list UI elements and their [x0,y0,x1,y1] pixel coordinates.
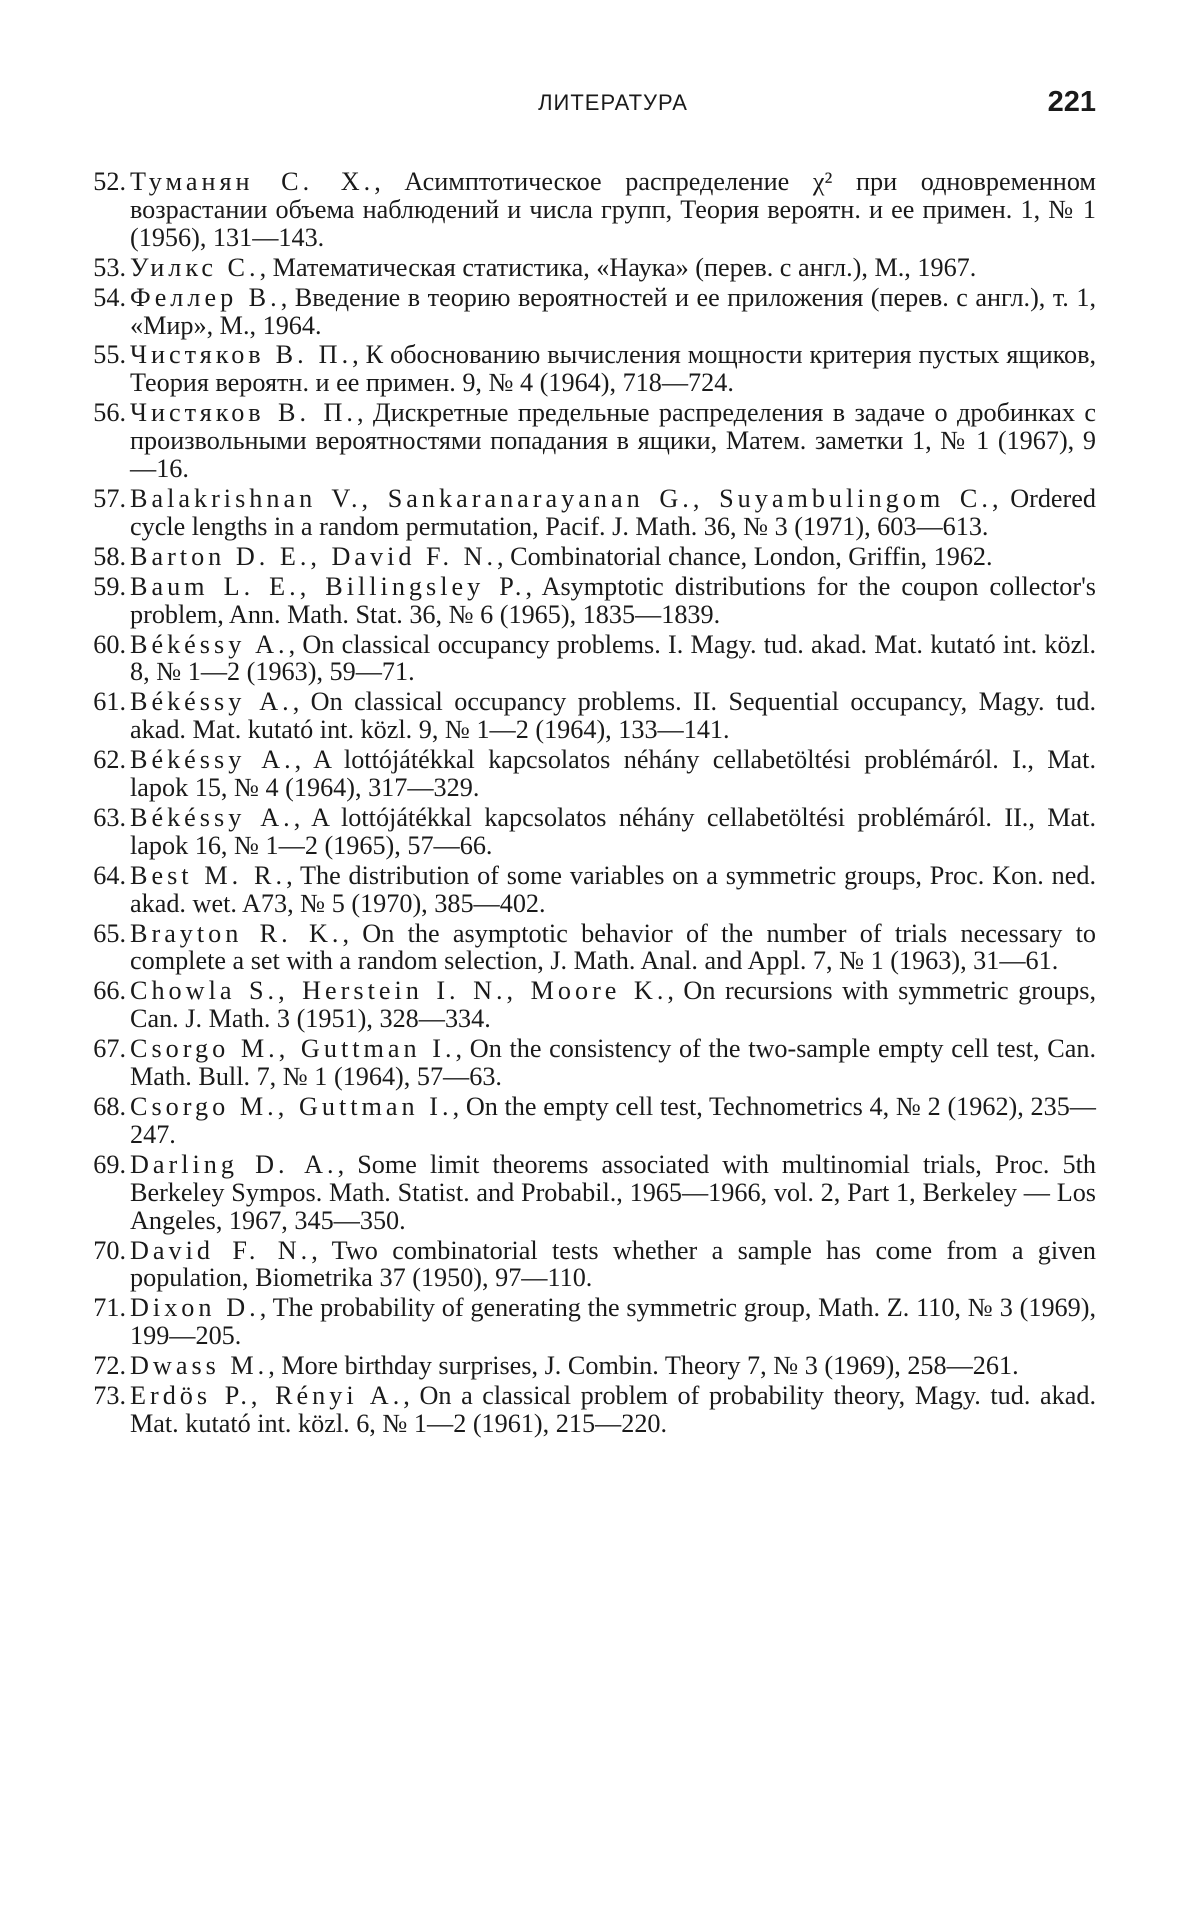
reference-number: 54. [93,282,126,312]
reference-number: 63. [93,802,126,832]
reference-number: 58. [93,541,126,571]
reference-number: 72. [93,1351,126,1381]
reference-number: 68. [93,1092,126,1121]
reference-number: 67. [93,1034,126,1064]
reference-number: 52. [93,167,126,196]
reference-authors: Dixon D. [130,1293,260,1323]
reference-authors: Békéssy A. [130,745,295,775]
page-number: 221 [1047,86,1096,118]
reference-text: , Combinatorial chance, London, Griffin, 1962. [497,541,993,571]
reference-text: , К обоснованию вычисления мощности критерия пустых ящиков, Теория вероятн. и ее примен. 9, № 4 (1964), 718—724. [130,340,1097,398]
reference-item [82,862,1096,918]
reference-item [82,485,1096,541]
reference-authors: Darling D. A. [130,1149,338,1179]
reference-item [82,341,1096,397]
reference-authors: Békéssy A. [130,687,293,717]
reference-item [82,168,1096,252]
reference-item [82,1035,1096,1091]
reference-number: 53. [93,252,126,282]
reference-item [82,1294,1096,1350]
reference-authors: Csorgo M., Guttman I. [130,1092,453,1121]
reference-text: , Дискретные предельные распределения в задаче о дробинках с произвольными вероятностями попадания в ящики, Матем. заметки 1, № 1 (1967), 9—16. [130,398,1096,484]
reference-number: 55. [93,340,126,370]
reference-authors: Уилкс С. [130,252,260,282]
reference-text: , On classical occupancy problems. II. Sequential occupancy, Magy. tud. akad. Mat. kutató int. közl. 9, № 1—2 (1964), 133—141. [130,687,1097,745]
reference-number: 69. [93,1149,126,1179]
reference-text: , On a classical problem of probability theory, Magy. tud. akad. Mat. kutató int. közl. 6, № 1—2 (1961), 215—220. [130,1381,1097,1438]
reference-item [82,1093,1096,1149]
reference-item [82,746,1096,802]
reference-item [82,1352,1096,1380]
reference-item [82,1151,1096,1235]
reference-text: , A lottójátékkal kapcsolatos néhány cellabetöltési problémáról. I., Mat. lapok 15, № 4 (1964), 317—329. [130,745,1096,803]
reference-authors: Békéssy A. [130,802,294,832]
reference-authors: Dwass M. [130,1351,269,1381]
reference-number: 60. [93,629,126,659]
reference-item [82,804,1096,860]
reference-list [82,168,1096,1440]
reference-text: , The distribution of some variables on a symmetric groups, Proc. Kon. ned. akad. wet. A73, № 5 (1970), 385—402. [130,860,1096,918]
reference-item [82,920,1096,976]
reference-item [82,284,1096,340]
page-header [130,86,1096,126]
reference-number: 57. [93,483,126,513]
reference-text: , Математическая статистика, «Наука» (перев. с англ.), М., 1967. [259,252,977,282]
reference-number: 71. [93,1293,126,1323]
reference-authors: Csorgo M., Guttman I. [130,1034,456,1064]
reference-number: 62. [93,745,126,775]
reference-authors: Barton D. E., David F. N. [130,541,498,571]
reference-number: 64. [93,860,126,890]
reference-text: , On recursions with symmetric groups, Can. J. Math. 3 (1951), 328—334. [130,976,1096,1034]
reference-authors: David F. N. [130,1235,312,1265]
reference-number: 73. [93,1381,126,1411]
reference-authors: Чистяков В. П. [130,340,353,370]
reference-text: , Some limit theorems associated with multinomial trials, Proc. 5th Berkeley Sympos. Math. Statist. and Probabil., 1965—1966, vol. 2, Part 1, Berkeley — Los Angeles, 1967, 345—350. [130,1149,1096,1235]
reference-number: 66. [93,976,126,1006]
reference-number: 65. [93,918,126,948]
reference-number: 70. [93,1235,126,1265]
reference-authors: Baum L. E., Billingsley P. [130,571,526,601]
reference-number: 59. [93,571,126,601]
reference-text: , On the consistency of the two-sample empty cell test, Can. Math. Bull. 7, № 1 (1964), 57—63. [130,1034,1097,1092]
reference-item [82,631,1096,687]
reference-authors: Békéssy A. [130,629,289,659]
reference-item [82,573,1096,629]
reference-text: , Two combinatorial tests whether a sample has come from a given population, Biometrika 37 (1950), 97—110. [130,1235,1096,1293]
reference-text: , More birthday surprises, J. Combin. Theory 7, № 3 (1969), 258—261. [268,1351,1019,1381]
reference-text: , The probability of generating the symmetric group, Math. Z. 110, № 3 (1969), 199—205. [130,1293,1096,1351]
reference-authors: Best M. R. [130,860,287,890]
reference-item [82,977,1096,1033]
reference-text: , On the empty cell test, Technometrics 4, № 2 (1962), 235—247. [130,1092,1096,1149]
reference-authors: Туманян С. Х. [130,167,375,196]
reference-text: , On classical occupancy problems. I. Magy. tud. akad. Mat. kutató int. közl. 8, № 1—2 (1963), 59—71. [130,629,1097,687]
reference-number: 56. [93,398,126,428]
reference-item [82,254,1096,282]
reference-authors: Chowla S., Herstein I. N., Moore K. [130,976,668,1006]
reference-authors: Феллер В. [130,282,281,312]
reference-authors: Brayton R. K. [130,918,343,948]
reference-text: , A lottójátékkal kapcsolatos néhány cellabetöltési problémáról. II., Mat. lapok 16, № 1—2 (1965), 57—66. [130,802,1096,860]
reference-text: , Asymptotic distributions for the coupon collector's problem, Ann. Math. Stat. 36, № 6 (1965), 1835—1839. [130,571,1097,629]
reference-text: , Введение в теорию вероятностей и ее приложения (перев. с англ.), т. 1, «Мир», М., 1964. [130,282,1096,340]
reference-item [82,399,1096,483]
reference-authors: Чистяков В. П. [130,398,357,428]
reference-text: , Асимптотическое распределение χ² при одновременном возрастании объема наблюдений и числа групп, Теория вероятн. и ее примен. 1, № 1 (1956), 131—143. [130,167,1096,252]
reference-authors: Balakrishnan V., Sankaranarayanan G., Suyambulingom C. [130,483,992,513]
reference-authors: Erdös P., Rényi A. [130,1381,404,1411]
reference-text: , On the asymptotic behavior of the number of trials necessary to complete a set with a random selection, J. Math. Anal. and Appl. 7, № 1 (1963), 31—61. [130,918,1096,976]
reference-item [82,688,1096,744]
reference-item [82,1237,1096,1293]
reference-item [82,543,1096,571]
reference-number: 61. [93,687,126,717]
reference-text: , Ordered cycle lengths in a random permutation, Pacif. J. Math. 36, № 3 (1971), 603—613. [130,483,1096,541]
reference-item [82,1382,1096,1438]
running-title: ЛИТЕРАТУРА [538,90,688,115]
